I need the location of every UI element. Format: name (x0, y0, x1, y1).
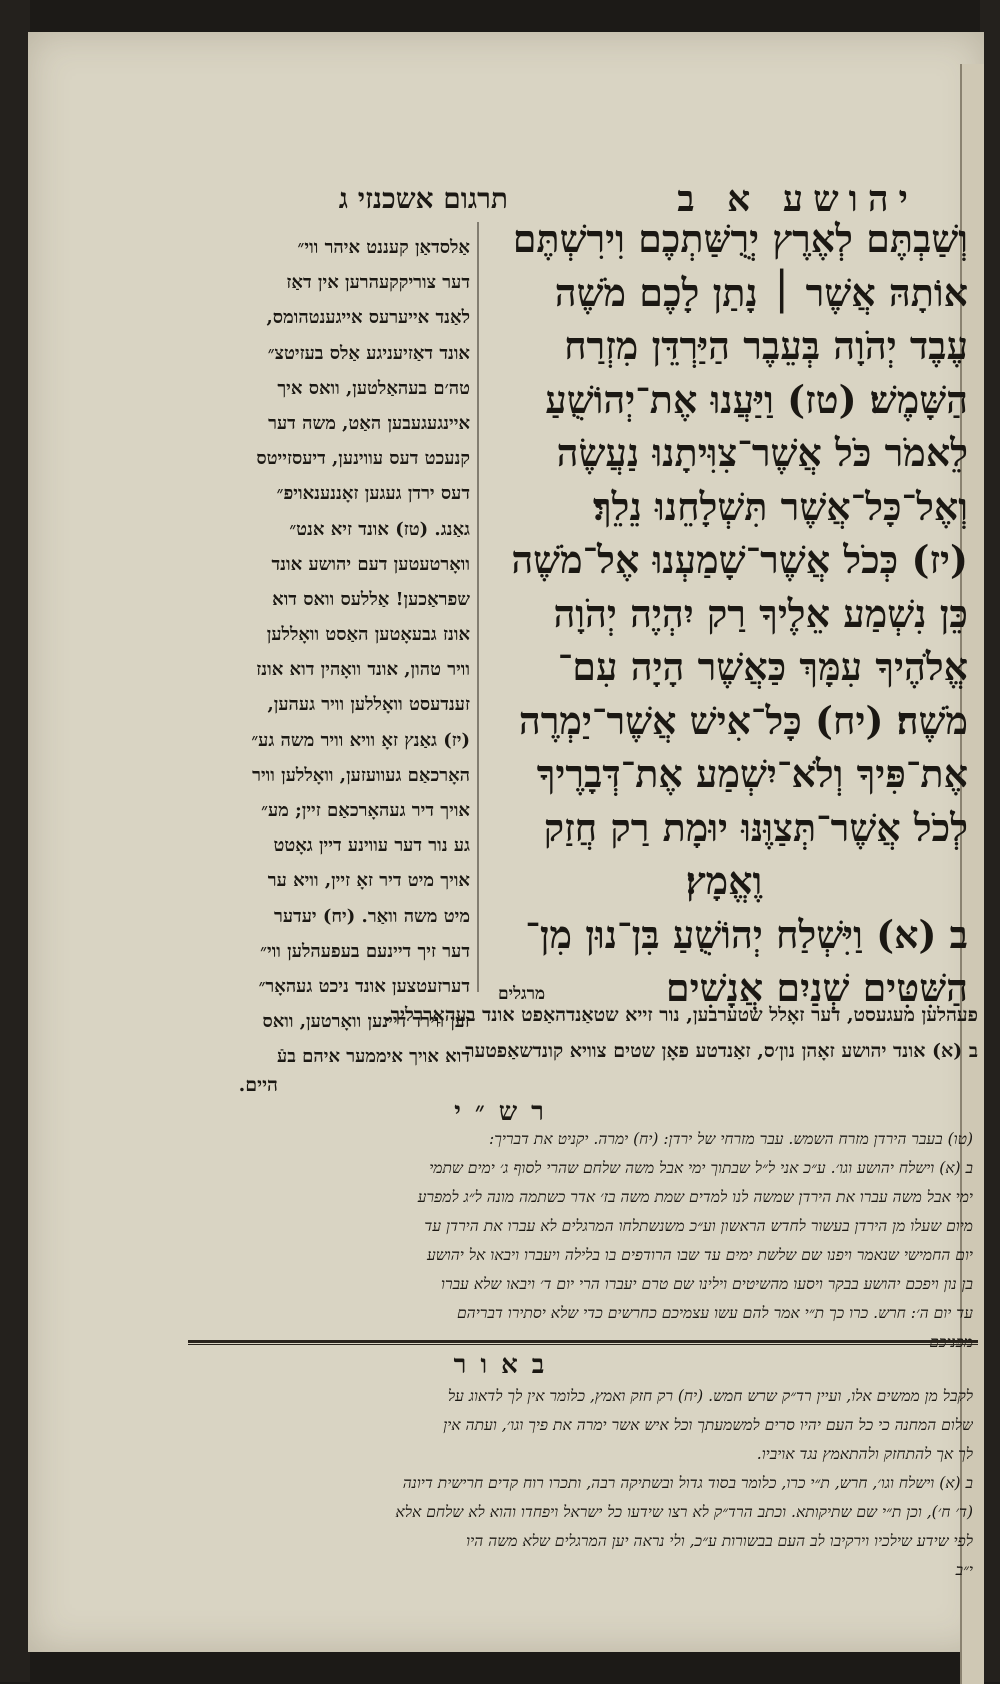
translation-line: זען ווירד דיינען וואָרטען, וואס (262, 1011, 470, 1033)
main-text-line: אוֹתָהּ אֲשֶׁר ׀ נָתַן לָכֶם מֹשֶׁה (554, 269, 968, 315)
translation-column (178, 230, 470, 1075)
column-divider (477, 222, 479, 992)
main-text-line: וֶאֱמָץ׃ (685, 858, 763, 903)
translation-line: דעס ירדן געגען זאָננענאויפ״ (276, 483, 470, 505)
main-text-line: לֵאמֹר כֹּל אֲשֶׁר־צִוִּיתָנוּ נַעֲשֶׂה (556, 430, 968, 475)
biur-line: לקבל מן ממשים אלו, ועיין רד״ק שרש חמש. (יח) רק חזק ואמץ, כלומר אין לך לדאוג על (447, 1387, 973, 1405)
biur-line: לפי שידע שילכיו וירקיבו לב העם בבשורות ע״כ, ולי נראה יען המרגלים שלא משה היו (466, 1532, 973, 1550)
main-text-line: כֵּן נִשְׁמַע אֵלֶיךָ רַק יִהְיֶה יְהֹוָה (553, 590, 968, 636)
rashi-line: יום החמישי שנאמר ויפנו שם שלשת ימים עד שבו הרודפים בו בלילה ויעברו ויבאו אל יהושע (427, 1246, 973, 1264)
biur-line: (ד׳ ח׳), וכן ת״י שם שתיקותא. וכתב הרד״ק לא רצו שידעו כל ישראל ויפחדו והוא לא שלחם אלא (395, 1503, 973, 1521)
translation-line: דער זיך דיינעם בעפעהלען ווי״ (260, 940, 470, 962)
main-text-line: ב (א) וַיִּשְׁלַח יְהוֹשֻׁעַ בִּן־נוּן מִן־ (525, 911, 968, 957)
main-text-line: (יז) כְּכֹל אֲשֶׁר־שָׁמַעְנוּ אֶל־מֹשֶׁה (511, 537, 968, 582)
translation-line: זענדעסט וואָללען וויר געהען, (267, 694, 470, 716)
translation-line: גע נור דער עווינע דיין גאָטט (273, 835, 470, 857)
biur-heading: באור (453, 1350, 559, 1380)
translation-line: אויך דיר געהאָרכאַם זיין; מע״ (261, 800, 470, 821)
translation-line: אויך מיט דיר זאָ זיין, וויא ער (267, 870, 470, 892)
translation-line: אונד דאַזיעניגע אַלס בעזיטצ״ (267, 342, 470, 364)
rashi-line: (טו) בעבר הירדן מזרח השמש. עבר מזרחי של ירדן: (יח) ימרה. יקניט את דבריך: (488, 1130, 973, 1148)
main-hebrew-text (480, 212, 968, 1015)
translation-line: דערזעטצען אונד ניכט געהאָר״ (258, 975, 470, 997)
rashi-line: בן נון ויפכם יהושע בבקר ויסעו מהשיטים וילינו שם טרם יעברו הרי יום ד׳ ויבאו שלא עברו (441, 1275, 973, 1293)
main-text-line: וְאֶל־כָּל־אֲשֶׁר תִּשְׁלָחֵנוּ נֵלֵךְ׃ (593, 483, 968, 529)
rashi-heading: רש״י (454, 1097, 558, 1127)
main-text-line: וְשַׁבְתֶּם לְאֶרֶץ יְרֻשַּׁתְכֶם וִירִשְׁתֶּם (512, 216, 968, 261)
page-header-book: יהושע א ב (677, 178, 918, 220)
biur-commentary (193, 1382, 973, 1585)
translation-line: איינגעגעבען האַט, משה דער (268, 412, 470, 434)
translation-line: גאַנג. (טז) אונד זיא אנט״ (289, 518, 470, 540)
translation-line: טה׳ם בעהאַלטען, וואס איך (277, 377, 470, 399)
translation-wide-line: היים. (238, 1074, 278, 1096)
main-text-line: מֹשֶׁה׃ (יח) כָּל־אִישׁ אֲשֶׁר־יַמְרֶה (518, 697, 968, 743)
main-text-line: הַשָּׁמֶשׁ׃ (טז) וַיַּעֲנוּ אֶת־יְהוֹשֻׁעַ (545, 376, 968, 422)
catchword: מרגלים (498, 984, 546, 1004)
biur-line: לך אך להתחזק ולהתאמץ נגד אויביו. (756, 1445, 973, 1463)
translation-line: וואָרטעטען דעם יהושע אונד (271, 553, 470, 575)
biur-line: ב (א) וישלח וגו׳, חרש, ת״י כרו, כלומר בסוד גדול ובשתיקה רבה, ותכרו רוח קדים חרישית דיונה (402, 1474, 973, 1492)
translation-line: אַלסדאַן קעננט איהר ווי״ (297, 237, 470, 258)
page-header-translation: תרגום אשכנזי ג (338, 182, 508, 215)
translation-line: דער צוריקקעהרען אין דאַז (286, 272, 470, 294)
main-text-line: אֱלֹהֶיךָ עִמָּךְ כַּאֲשֶׁר הָיָה עִם־ (557, 644, 968, 689)
rashi-line: עד יום ה׳: חרש. כרו כך ת״י אמר להם עשו עצמיכם כחרשים כדי שלא יסתירו דבריהם (456, 1304, 973, 1322)
translation-wide-line: ב (א) אונד יהושע זאָהן נון׳ס, זאַנדטע פאָן שטים צוויא קונדשאַפטער (465, 1040, 978, 1062)
translation-line: מיט משה וואַר. (יח) יעדער (274, 905, 470, 927)
main-text-line: אֶת־פִּיךָ וְלֹא־יִשְׁמַע אֶת־דְּבָרֶיךָ (536, 751, 968, 796)
translation-line: לאַנד אייערעס אייגענטהומס, (266, 307, 470, 329)
section-rule (188, 1340, 978, 1343)
main-text-line: לְכֹל אֲשֶׁר־תְּצַוֶּנּוּ יוּמָת רַק חֲזַק (543, 804, 968, 850)
rashi-line: מיום שעלו מן הירדן בעשור לחדש הראשון וע״כ משנשתלחו המרגלים לא עברו את הירדן עד (424, 1217, 973, 1235)
book-page (28, 32, 984, 1652)
translation-line: קנעכט דעס עווינען, דיעסזייטס (256, 448, 470, 470)
translation-line: שפראַכען! אַללעס וואס דוא (272, 588, 470, 610)
rashi-line: ימי אבל משה עברו את הירדן שמשה לנו למדים שמת משה בז׳ אדר כשתמה מונה ל״ג למפרע (417, 1188, 973, 1206)
main-text-line: עֶבֶד יְהֹוָה בְּעֵבֶר הַיַּרְדֵּן מִזְרַח (564, 323, 968, 368)
translation-line: (יז) גאַנץ זאָ וויא וויר משה גע״ (251, 729, 470, 751)
section-rule-thin (188, 1344, 978, 1345)
biur-line: י״ב (955, 1561, 973, 1579)
biur-line: שלום המחנה כי כל העם יהיו סרים למשמעתך וכל איש אשר ימרה את פיך וגו׳, ועתה אין (443, 1416, 973, 1434)
scan-background-left (0, 0, 30, 1682)
translation-wide-line: פעהלען מעגעסט, דער זאָלל שטערבען, נור זייא שטאַנדהאַפט אונד בעהאַררליך. (384, 1004, 978, 1026)
translation-line: אונז גבעאָטען האַסט וואָללען (266, 624, 470, 646)
rashi-commentary (193, 1125, 973, 1357)
translation-line: דוא אויך איממער איהם בעֿ (277, 1046, 470, 1068)
rashi-line: ב (א) וישלח יהושע וגו׳. ע״כ אני ל״ל שבתוך ימי אבל משה שלחם שהרי לסוף ג׳ ימים שתמי (429, 1159, 973, 1177)
translation-line: וויר טהון, אונד וואָהין דוא אונז (256, 659, 470, 681)
main-text-line: הַשִּׁטִּים שְׁנַיִם אֲנָשִׁים (665, 965, 968, 1010)
translation-line: האָרכאַם געוועזען, וואָללען וויר (252, 764, 470, 786)
